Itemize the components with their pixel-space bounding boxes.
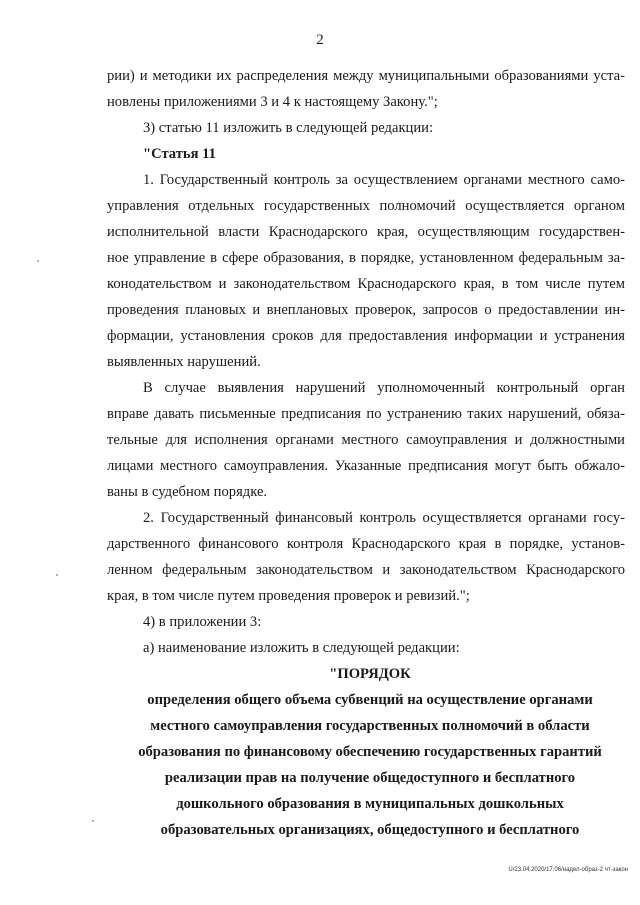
body-line: 1. Государственный контроль за осуществлением органами местного само- [143, 172, 625, 188]
body-line: тельные для исполнения органами местного самоуправления и должностными [107, 432, 625, 448]
page-number: 2 [316, 32, 324, 48]
body-line: 4) в приложении 3: [143, 614, 262, 630]
scan-speck [92, 820, 94, 822]
scan-speck [37, 260, 39, 262]
body-line: В случае выявления нарушений уполномоченный контрольный орган [143, 380, 625, 396]
article-title: "Статья 11 [143, 146, 216, 162]
body-line: а) наименование изложить в следующей редакции: [143, 640, 460, 656]
body-line: ленном федеральным законодательством и законодательством Краснодарского [107, 562, 625, 578]
body-line: конодательством и законодательством Краснодарского края, в том числе путем [107, 276, 625, 292]
body-line: рии) и методики их распределения между муниципальными образованиями уста- [107, 68, 625, 84]
body-line: вправе давать письменные предписания по устранению таких нарушений, обяза- [107, 406, 625, 422]
scan-speck [56, 574, 58, 576]
section-heading-line: реализации прав на получение общедоступного и бесплатного [164, 770, 576, 786]
body-line: края, в том числе путем проведения проверок и ревизий."; [107, 588, 470, 604]
section-heading-line: дошкольного образования в муниципальных дошкольных [176, 796, 564, 812]
body-line: дарственного финансового контроля Краснодарского края в порядке, установ- [107, 536, 625, 552]
section-heading-line: местного самоуправления государственных полномочий в области [150, 718, 590, 734]
body-line: проведения плановых и внеплановых проверок, запросов о предоставлении ин- [107, 302, 625, 318]
footer-file-reference: U/23.04.2020/17.06/надел-образ-2 чт-закон [508, 867, 628, 873]
body-line: исполнительной власти Краснодарского края, осуществляющим государствен- [107, 224, 625, 240]
body-line: формации, установления сроков для предоставления информации и устранения [107, 328, 625, 344]
body-line: 2. Государственный финансовый контроль осуществляется органами госу- [143, 510, 625, 526]
section-heading-line: образовательных организациях, общедоступного и бесплатного [160, 822, 580, 838]
section-heading-line: образования по финансовому обеспечению государственных гарантий [138, 744, 602, 760]
body-line: ное управление в сфере образования, в порядке, установленном федеральным за- [107, 250, 625, 266]
body-line: лицами местного самоуправления. Указанные предписания могут быть обжало- [107, 458, 625, 474]
section-heading: "ПОРЯДОК [329, 666, 411, 682]
body-line: новлены приложениями 3 и 4 к настоящему Закону."; [107, 94, 438, 110]
body-line: ваны в судебном порядке. [107, 484, 268, 500]
body-line: выявленных нарушений. [107, 354, 261, 370]
body-line: 3) статью 11 изложить в следующей редакции: [143, 120, 434, 136]
section-heading-line: определения общего объема субвенций на осуществление органами [147, 692, 593, 708]
body-line: управления отдельных государственных полномочий осуществляется органом [107, 198, 625, 214]
